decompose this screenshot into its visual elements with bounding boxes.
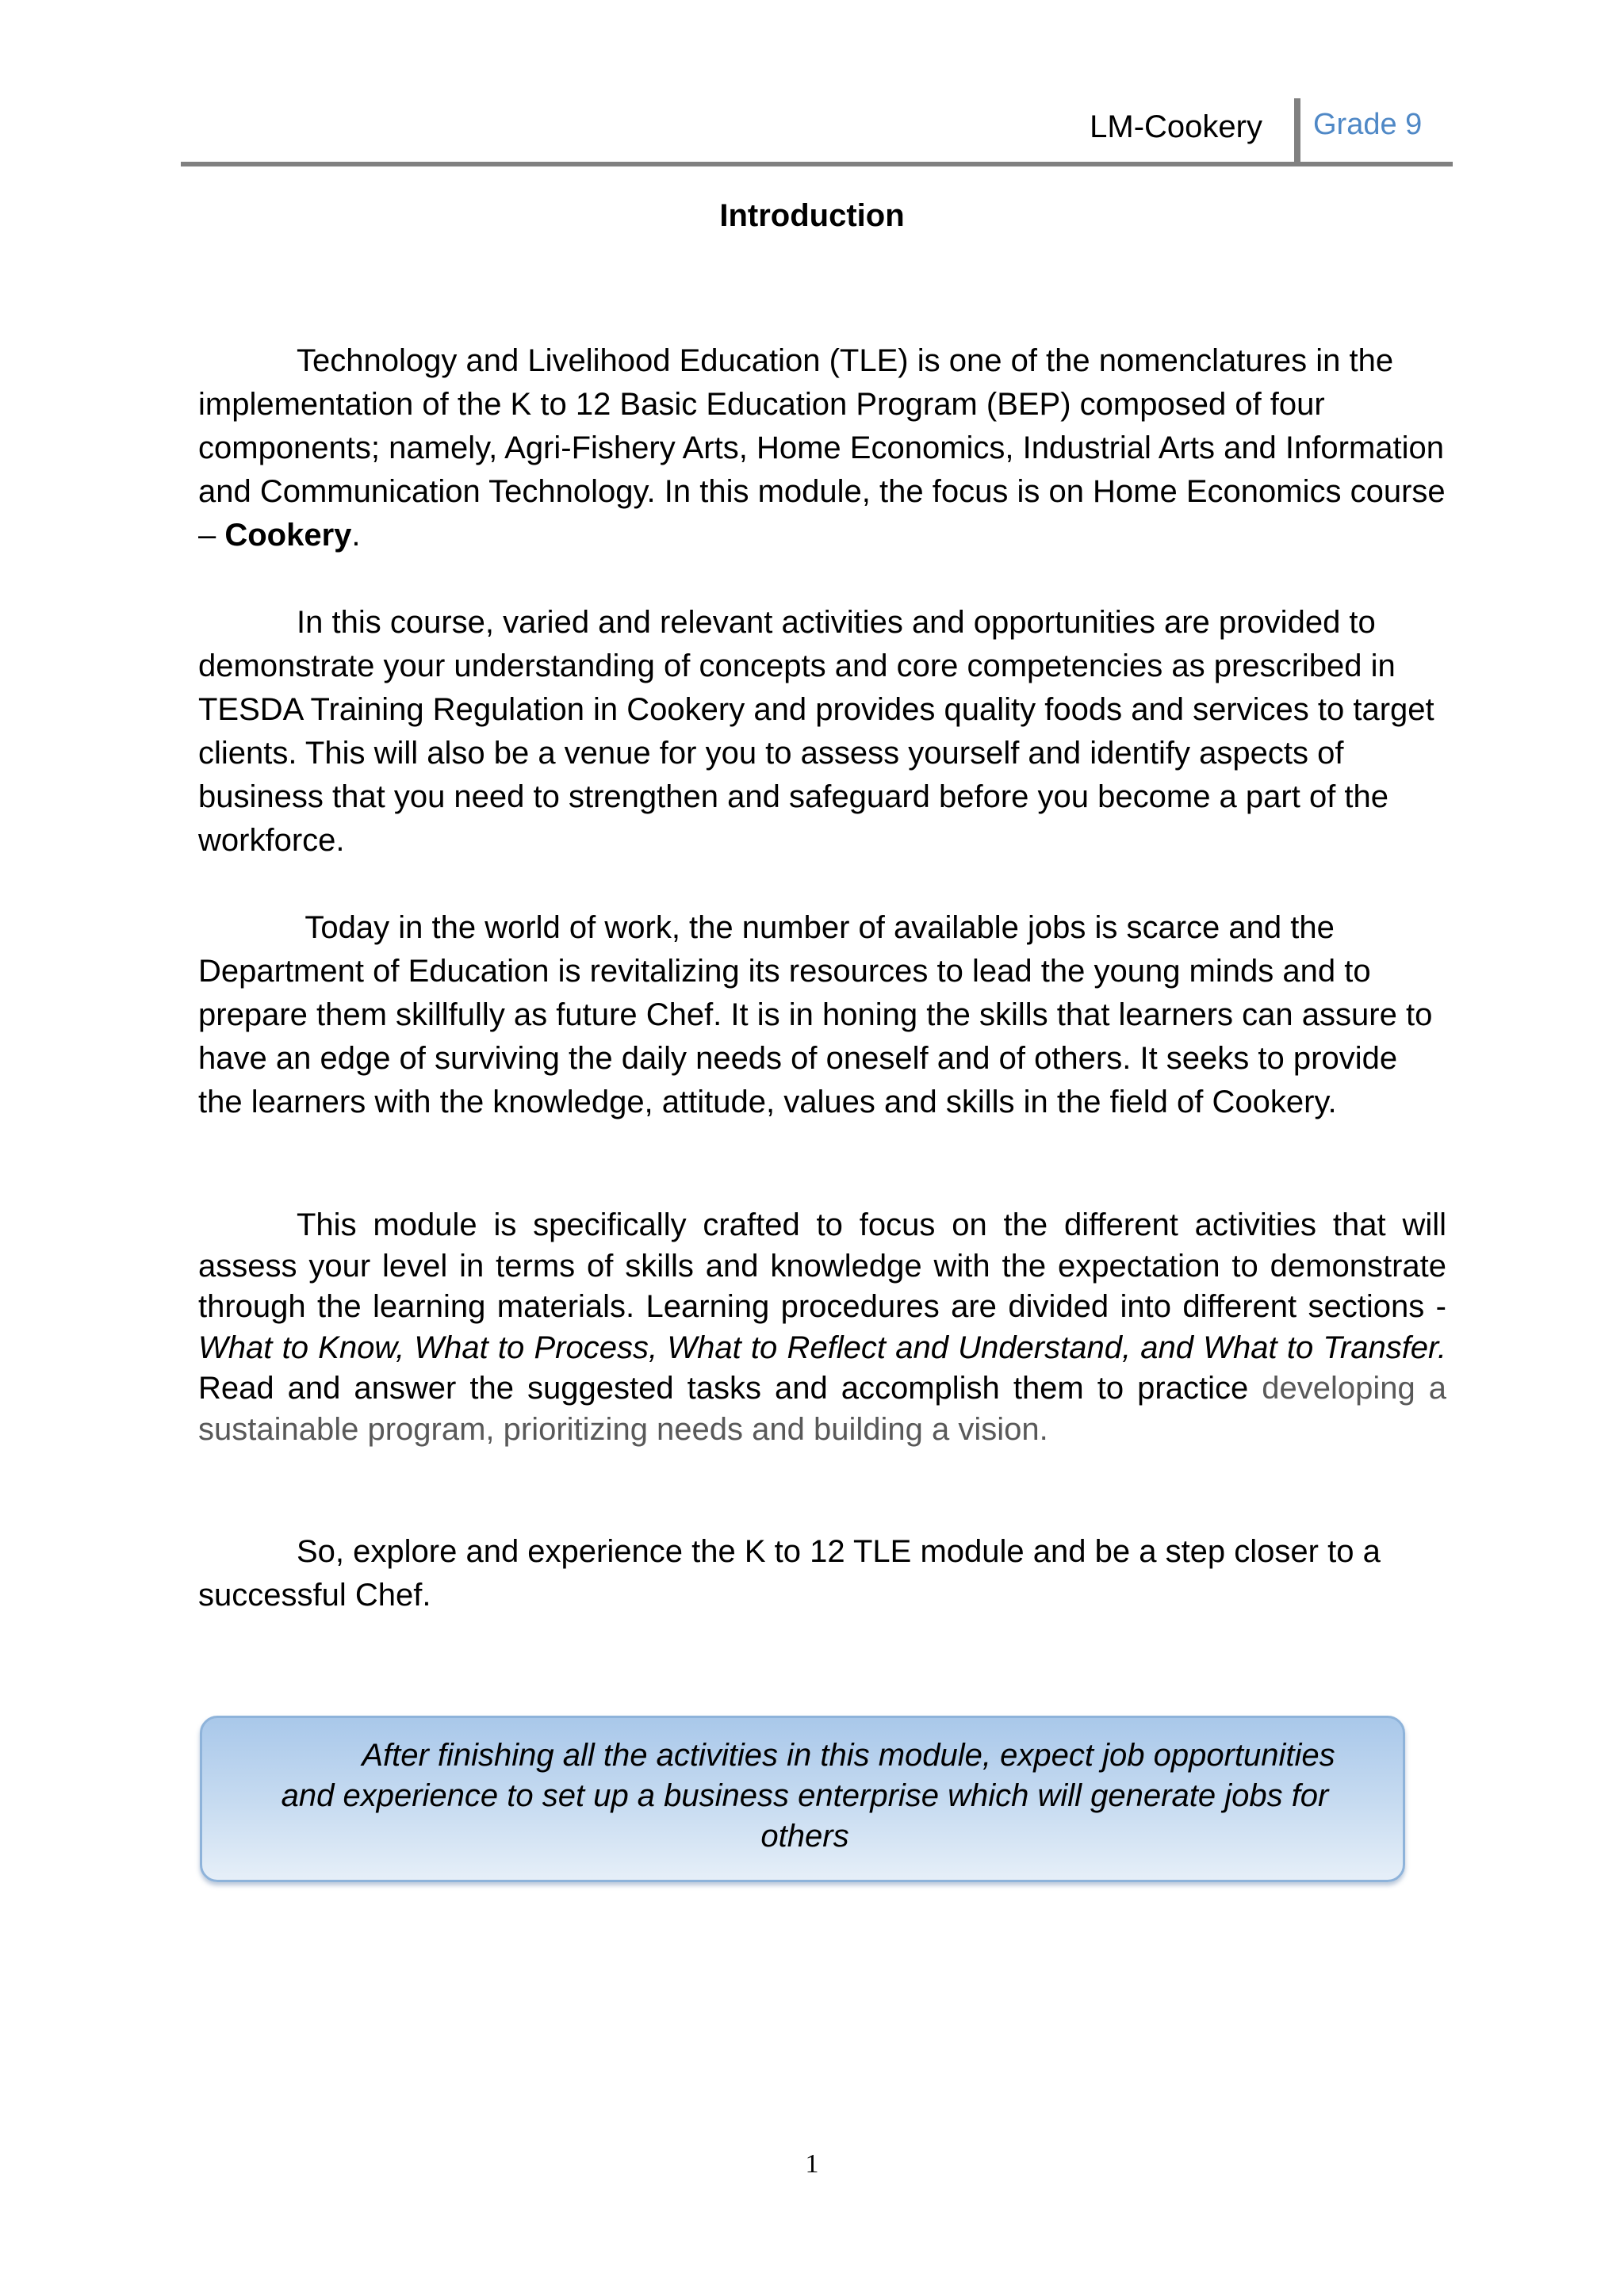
header-subject: LM-Cookery: [1090, 109, 1262, 144]
paragraph-text: Technology and Livelihood Education (TLE) is one of the nomenclatures in the implementation of the K to 12 Basic Education Program (BEP) composed of four components; namely, Agri-Fishery Arts, Home Economics, Industrial Arts and Information and Communication Technology. In this module, the focus is on Home Economics course –: [198, 343, 1446, 553]
paragraph-text: Read and answer the suggested tasks and accomplish them to practice: [198, 1371, 1262, 1406]
header-divider: [1294, 98, 1300, 162]
paragraph-course-activities: [198, 601, 1446, 863]
paragraph-text: In this course, varied and relevant activities and opportunities are provided to demonstrate your understanding of concepts and core competencies as prescribed in TESDA Training Regulation in Cookery and provides quality foods and services to target clients. This will also be a venue for you to assess yourself and identify aspects of business that you need to strengthen and safeguard before you become a part of the workforce.: [198, 605, 1434, 858]
course-name: Cookery: [224, 518, 352, 553]
callout-box: [200, 1716, 1405, 1882]
page-title: Introduction: [719, 198, 905, 233]
paragraph-text: Today in the world of work, the number of available jobs is scarce and the Department of Education is revitalizing its resources to lead the young minds and to prepare them skillfully as future Chef. It is in honing the skills that learners can assure to have an edge of surviving the daily needs of oneself and of others. It seeks to provide the learners with the knowledge, attitude, values and skills in the field of Cookery.: [198, 910, 1433, 1119]
header-grade: Grade 9: [1313, 108, 1423, 141]
paragraph-text: So, explore and experience the K to 12 TLE module and be a step closer to a successful Chef.: [198, 1534, 1381, 1613]
paragraph-tle-overview: [198, 339, 1446, 557]
paragraph-text: .: [351, 518, 361, 553]
paragraph-closing: [198, 1530, 1446, 1617]
callout-text: [250, 1735, 1360, 1857]
section-names: What to Know, What to Process, What to Reflect and Understand, and What to Transfer.: [198, 1330, 1446, 1365]
paragraph-world-of-work: [198, 906, 1446, 1124]
callout-text-content: After finishing all the activities in this module, expect job opportunities and experience to set up a business enterprise which will generate jobs for others: [281, 1738, 1335, 1854]
page-number: 1: [805, 2149, 819, 2179]
paragraph-text: This module is specifically crafted to focus on the different activities that will assess your level in terms of skills and knowledge with the expectation to demonstrate through the learning materials. Learning procedures are divided into different sections -: [198, 1207, 1446, 1324]
paragraph-module-structure: [198, 1205, 1446, 1450]
paragraph-muted-text: developing a sustainable program, prioritizing needs and building a vision.: [198, 1371, 1446, 1447]
page-header: [181, 95, 1453, 166]
